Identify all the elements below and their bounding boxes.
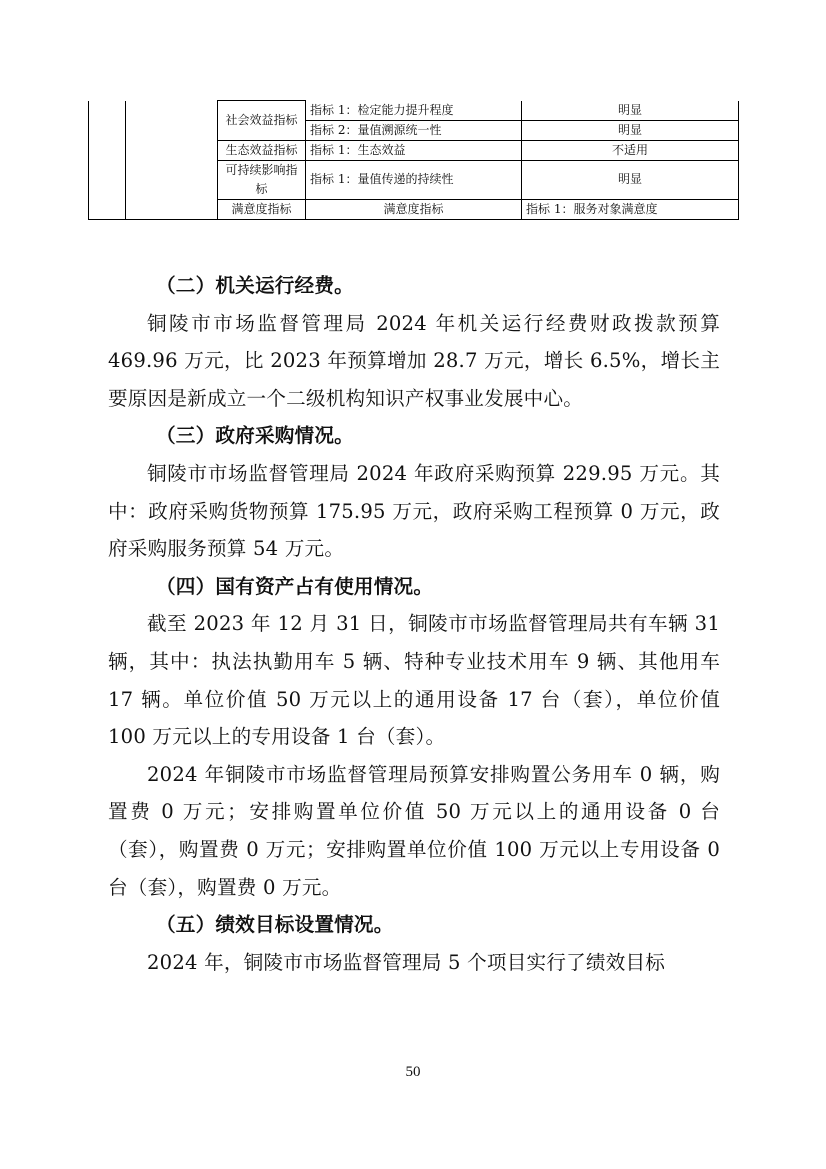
performance-indicator-table — [88, 100, 739, 220]
table-cell-level2: 社会效益指标 — [218, 101, 306, 141]
table-cell-value: 不适用 — [522, 140, 739, 160]
section-heading: （二）机关运行经费。 — [156, 274, 354, 297]
paragraph: 铜陵市市场监督管理局 2024 年机关运行经费财政拨款预算 469.96 万元，比 2023 年预算增加 28.7 万元，增长 6.5%，增长主要原因是新成立一个二级机构知识产权事业发展中心。 — [108, 311, 720, 410]
table-cell-value: 明显 — [522, 101, 739, 121]
table-cell-level2: 满意度指标 — [306, 199, 522, 219]
table-cell-value: 明显 — [522, 160, 739, 199]
page-number: 50 — [405, 1064, 421, 1080]
paragraph: 2024 年，铜陵市市场监督管理局 5 个项目实行了绩效目标 — [147, 950, 666, 974]
table-cell-indicator: 指标 1：量值传递的持续性 — [306, 160, 522, 199]
table-cell-level1: 满意度指标 — [218, 199, 306, 219]
table-cell-indicator: 指标 2：量值溯源统一性 — [306, 120, 522, 140]
table-cell-indicator: 指标 1：服务对象满意度 — [522, 199, 739, 219]
section-heading: （五）绩效目标设置情况。 — [156, 913, 394, 937]
table-row — [89, 101, 739, 121]
table-cell-value: 明显 — [522, 120, 739, 140]
section-heading: （三）政府采购情况。 — [156, 424, 354, 448]
table-cell-indicator: 指标 1：生态效益 — [306, 140, 522, 160]
table-cell-level2: 可持续影响指标 — [218, 160, 306, 199]
table-cell-benefit-continued — [126, 101, 218, 220]
section-heading: （四）国有资产占有使用情况。 — [156, 574, 434, 598]
paragraph: 2024 年铜陵市市场监督管理局预算安排购置公务用车 0 辆，购置费 0 万元；安排购置单位价值 50 万元以上的通用设备 0 台（套），购置费 0 万元；安排购置单位价值 100 万元以上专用设备 0 台（套），购置费 0 万元。 — [108, 762, 720, 899]
paragraph: 截至 2023 年 12 月 31 日，铜陵市市场监督管理局共有车辆 31 辆，其中：执法执勤用车 5 辆、特种专业技术用车 9 辆、其他用车 17 辆。单位价值 50 万元以上的通用设备 17 台（套），单位价值 100 万元以上的专用设备 1 台（套）。 — [108, 612, 720, 749]
table-cell-level1-continued — [89, 101, 126, 220]
table-cell-level2: 生态效益指标 — [218, 140, 306, 160]
table-cell-indicator: 指标 1：检定能力提升程度 — [306, 101, 522, 121]
body-text — [108, 267, 720, 981]
paragraph: 铜陵市市场监督管理局 2024 年政府采购预算 229.95 万元。其中：政府采购货物预算 175.95 万元，政府采购工程预算 0 万元，政府采购服务预算 54 万元。 — [108, 461, 720, 561]
